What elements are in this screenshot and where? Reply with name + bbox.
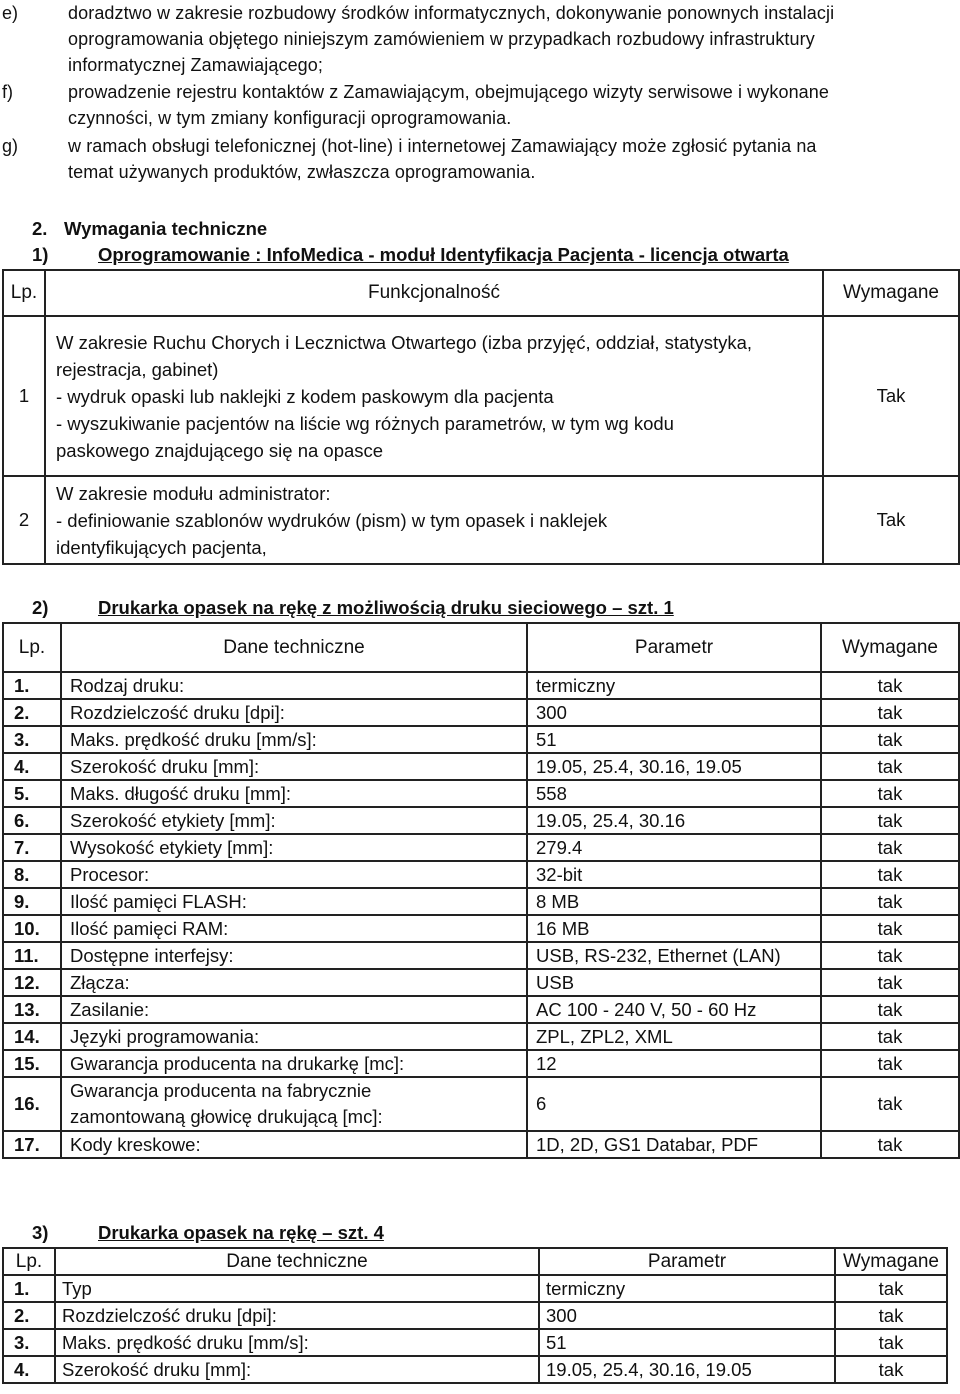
row-lp: 9.: [3, 888, 61, 915]
table-row: [3, 699, 959, 726]
row-lp: 1.: [3, 1275, 55, 1302]
row-required: tak: [835, 1329, 947, 1356]
row-lp: 17.: [3, 1131, 61, 1158]
row-parameter: 6: [527, 1077, 821, 1131]
header-functionality: Funkcjonalność: [45, 270, 823, 316]
row-parameter: USB: [527, 969, 821, 996]
row-required: tak: [821, 969, 959, 996]
row-lp: 5.: [3, 780, 61, 807]
intro-line: doradztwo w zakresie rozbudowy środków informatycznych, dokonywanie ponownych instalacji: [68, 3, 835, 23]
row-parameter: ZPL, ZPL2, XML: [527, 1023, 821, 1050]
subsection-heading-1: [32, 244, 789, 266]
subsection-number: 2): [32, 597, 49, 618]
row-tech-data: Gwarancja producenta na drukarkę [mc]:: [61, 1050, 527, 1077]
row-required: tak: [821, 1023, 959, 1050]
row-lp: 11.: [3, 942, 61, 969]
subsection-heading-2: [32, 597, 674, 619]
row-required: tak: [821, 699, 959, 726]
row-required: tak: [821, 1077, 959, 1131]
row-tech-data: Szerokość druku [mm]:: [55, 1356, 539, 1383]
row-parameter: 12: [527, 1050, 821, 1077]
header-lp: Lp.: [3, 1248, 55, 1275]
row-required: tak: [821, 672, 959, 699]
row-required: tak: [821, 753, 959, 780]
header-lp: Lp.: [3, 623, 61, 672]
table-row: [3, 726, 959, 753]
table-row: [3, 316, 959, 476]
row-parameter: 279.4: [527, 834, 821, 861]
row-required: tak: [821, 726, 959, 753]
row-parameter: AC 100 - 240 V, 50 - 60 Hz: [527, 996, 821, 1023]
intro-line: temat używanych produktów, zwłaszcza oprogramowania.: [68, 162, 536, 182]
row-tech-data: Języki programowania:: [61, 1023, 527, 1050]
section-heading: [32, 218, 267, 240]
table-row: [3, 1275, 947, 1302]
row-lp: 2: [3, 476, 45, 564]
network-printer-specs-table: [2, 622, 960, 1159]
row-required: tak: [835, 1302, 947, 1329]
row-functionality: [45, 316, 823, 476]
row-parameter: 300: [527, 699, 821, 726]
subsection-title: Drukarka opasek na rękę z możliwością druku sieciowego – szt. 1: [98, 597, 674, 618]
row-lp: 2.: [3, 699, 61, 726]
table-row: [3, 834, 959, 861]
row-required: tak: [821, 780, 959, 807]
row-tech-data: Maks. prędkość druku [mm/s]:: [55, 1329, 539, 1356]
func-line: - wydruk opaski lub naklejki z kodem paskowym dla pacjenta: [56, 385, 554, 407]
section-number: 2.: [32, 218, 48, 239]
header-tech-data: Dane techniczne: [61, 623, 527, 672]
row-tech-data: Szerokość druku [mm]:: [61, 753, 527, 780]
table-row: [3, 1131, 959, 1158]
intro-line: w ramach obsługi telefonicznej (hot-line) i internetowej Zamawiający może zgłosić pytania na: [68, 136, 817, 156]
func-line: W zakresie Ruchu Chorych i Lecznictwa Otwartego (izba przyjęć, oddział, statystyka,: [56, 331, 753, 353]
software-requirements-table: [2, 269, 960, 565]
table-row: [3, 888, 959, 915]
intro-marker: g): [2, 136, 19, 156]
func-line: W zakresie modułu administrator:: [56, 482, 331, 504]
row-parameter: 558: [527, 780, 821, 807]
table-row: [3, 1023, 959, 1050]
row-lp: 3.: [3, 1329, 55, 1356]
row-tech-data: Ilość pamięci RAM:: [61, 915, 527, 942]
row-tech-data: Szerokość etykiety [mm]:: [61, 807, 527, 834]
row-lp: 7.: [3, 834, 61, 861]
func-line: paskowego znajdującego się na opasce: [56, 439, 384, 461]
table-row: [3, 753, 959, 780]
table-row: [3, 780, 959, 807]
row-required: tak: [835, 1275, 947, 1302]
row-lp: 4.: [3, 753, 61, 780]
row-lp: 13.: [3, 996, 61, 1023]
func-line: rejestracja, gabinet): [56, 358, 219, 380]
row-tech-data: Złącza:: [61, 969, 527, 996]
header-tech-data: Dane techniczne: [55, 1248, 539, 1275]
table-row: [3, 1077, 959, 1131]
row-required: tak: [835, 1356, 947, 1383]
subsection-number: 3): [32, 1222, 49, 1243]
row-parameter: termiczny: [539, 1275, 835, 1302]
row-lp: 12.: [3, 969, 61, 996]
intro-line: informatycznej Zamawiającego;: [68, 55, 324, 75]
row-tech-data: Dostępne interfejsy:: [61, 942, 527, 969]
row-parameter: 32-bit: [527, 861, 821, 888]
row-parameter: 1D, 2D, GS1 Databar, PDF: [527, 1131, 821, 1158]
row-tech-data: Rodzaj druku:: [61, 672, 527, 699]
intro-line: oprogramowania objętego niniejszym zamówieniem w przypadkach rozbudowy infrastruktury: [68, 29, 815, 49]
intro-line: czynności, w tym zmiany konfiguracji oprogramowania.: [68, 108, 512, 128]
row-parameter: 16 MB: [527, 915, 821, 942]
header-required: Wymagane: [821, 623, 959, 672]
header-parameter: Parametr: [539, 1248, 835, 1275]
subsection-heading-3: [32, 1222, 384, 1244]
row-tech-data: [61, 1077, 527, 1131]
row-required: Tak: [823, 316, 959, 476]
wristband-printer-specs-table: [2, 1247, 948, 1384]
row-tech-data: Zasilanie:: [61, 996, 527, 1023]
intro-line: prowadzenie rejestru kontaktów z Zamawiającym, obejmującego wizyty serwisowe i wykonane: [68, 82, 830, 102]
row-tech-data: Kody kreskowe:: [61, 1131, 527, 1158]
func-line: - definiowanie szablonów wydruków (pism) w tym opasek i naklejek: [56, 509, 608, 531]
row-required: tak: [821, 861, 959, 888]
header-parameter: Parametr: [527, 623, 821, 672]
subsection-title: Oprogramowanie : InfoMedica - moduł Identyfikacja Pacjenta - licencja otwarta: [98, 244, 789, 265]
row-tech-data: Maks. prędkość druku [mm/s]:: [61, 726, 527, 753]
header-lp: Lp.: [3, 270, 45, 316]
row-required: tak: [821, 834, 959, 861]
tech-line: Gwarancja producenta na fabrycznie: [70, 1080, 372, 1101]
row-lp: 3.: [3, 726, 61, 753]
table-row: [3, 672, 959, 699]
table-row: [3, 476, 959, 564]
row-tech-data: Rozdzielczość druku [dpi]:: [55, 1302, 539, 1329]
row-lp: 10.: [3, 915, 61, 942]
row-tech-data: Procesor:: [61, 861, 527, 888]
table-header-row: [3, 270, 959, 316]
table-header-row: [3, 1248, 947, 1275]
row-lp: 1: [3, 316, 45, 476]
header-required: Wymagane: [823, 270, 959, 316]
row-required: tak: [821, 888, 959, 915]
row-lp: 8.: [3, 861, 61, 888]
row-parameter: 300: [539, 1302, 835, 1329]
row-parameter: 19.05, 25.4, 30.16, 19.05: [539, 1356, 835, 1383]
section-title: Wymagania techniczne: [64, 218, 268, 239]
row-parameter: 51: [539, 1329, 835, 1356]
row-functionality: [45, 476, 823, 564]
row-required: tak: [821, 1131, 959, 1158]
table-row: [3, 969, 959, 996]
row-lp: 1.: [3, 672, 61, 699]
row-required: tak: [821, 915, 959, 942]
header-required: Wymagane: [835, 1248, 947, 1275]
row-tech-data: Wysokość etykiety [mm]:: [61, 834, 527, 861]
table-row: [3, 915, 959, 942]
row-lp: 14.: [3, 1023, 61, 1050]
func-line: - wyszukiwanie pacjentów na liście wg różnych parametrów, w tym wg kodu: [56, 412, 674, 434]
intro-marker: e): [2, 3, 19, 23]
row-tech-data: Typ: [55, 1275, 539, 1302]
row-parameter: termiczny: [527, 672, 821, 699]
row-lp: 2.: [3, 1302, 55, 1329]
row-tech-data: Rozdzielczość druku [dpi]:: [61, 699, 527, 726]
table-row: [3, 1329, 947, 1356]
subsection-title: Drukarka opasek na rękę – szt. 4: [98, 1222, 384, 1243]
func-line: identyfikujących pacjenta,: [56, 536, 267, 558]
row-parameter: 51: [527, 726, 821, 753]
table-row: [3, 996, 959, 1023]
intro-marker: f): [2, 82, 13, 102]
row-required: Tak: [823, 476, 959, 564]
table-row: [3, 1356, 947, 1383]
table-header-row: [3, 623, 959, 672]
row-required: tak: [821, 942, 959, 969]
table-row: [3, 1302, 947, 1329]
table-row: [3, 861, 959, 888]
row-lp: 6.: [3, 807, 61, 834]
row-parameter: 19.05, 25.4, 30.16: [527, 807, 821, 834]
row-parameter: 19.05, 25.4, 30.16, 19.05: [527, 753, 821, 780]
row-lp: 15.: [3, 1050, 61, 1077]
row-lp: 4.: [3, 1356, 55, 1383]
row-lp: 16.: [3, 1077, 61, 1131]
row-parameter: 8 MB: [527, 888, 821, 915]
row-required: tak: [821, 996, 959, 1023]
tech-line: zamontowaną głowicę drukującą [mc]:: [70, 1106, 383, 1127]
table-row: [3, 1050, 959, 1077]
row-required: tak: [821, 1050, 959, 1077]
row-parameter: USB, RS-232, Ethernet (LAN): [527, 942, 821, 969]
row-tech-data: Ilość pamięci FLASH:: [61, 888, 527, 915]
subsection-number: 1): [32, 244, 49, 265]
table-row: [3, 942, 959, 969]
row-tech-data: Maks. długość druku [mm]:: [61, 780, 527, 807]
row-required: tak: [821, 807, 959, 834]
table-row: [3, 807, 959, 834]
